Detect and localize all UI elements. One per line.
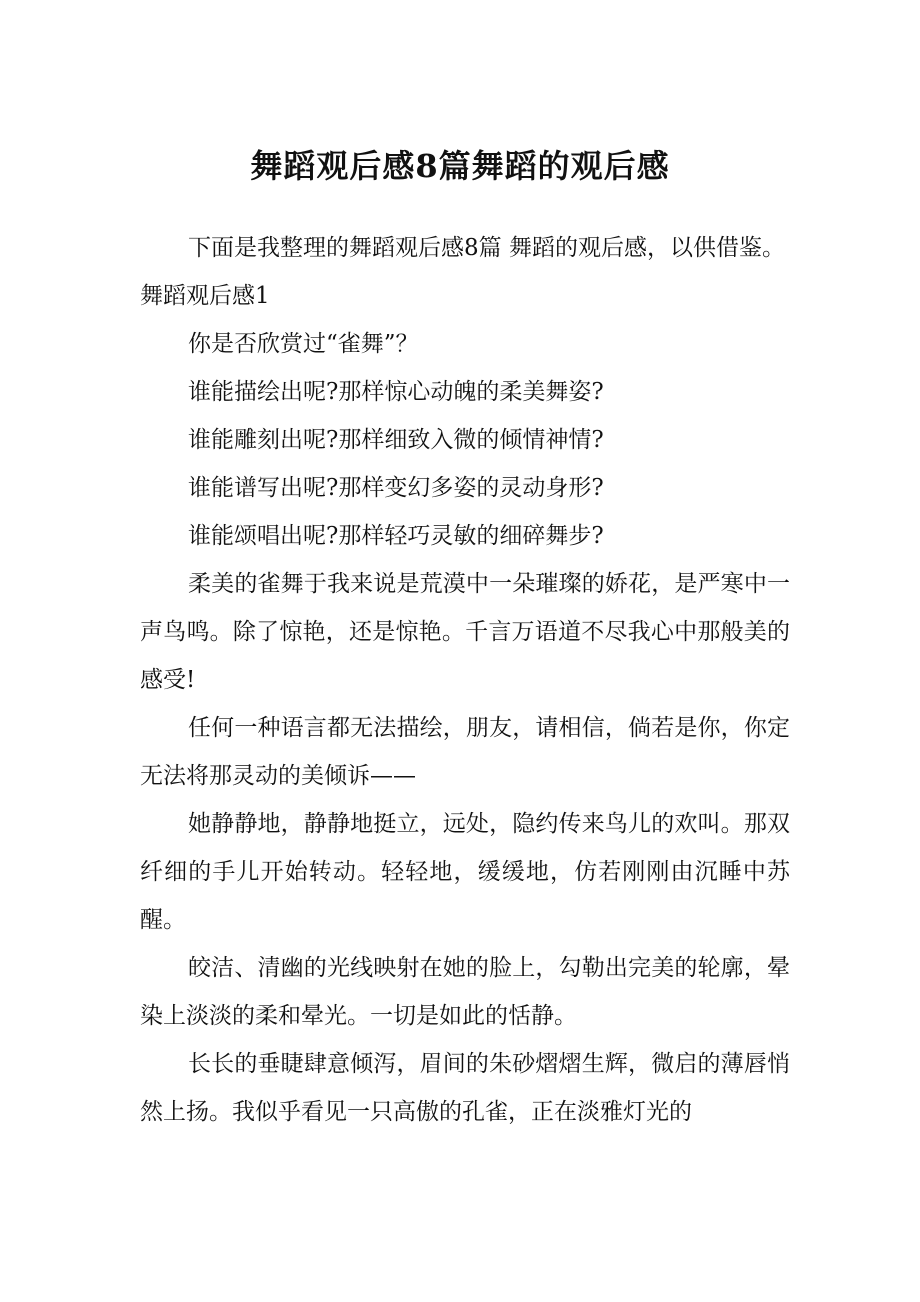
paragraph: 她静静地，静静地挺立，远处，隐约传来鸟儿的欢叫。那双纤细的手儿开始转动。轻轻地，缓缓地，仿若刚刚由沉睡中苏醒。 (140, 811, 790, 933)
paragraph: 谁能颂唱出呢?那样轻巧灵敏的细碎舞步? (188, 523, 604, 549)
paragraph: 皎洁、清幽的光线映射在她的脸上，勾勒出完美的轮廓，晕染上淡淡的柔和晕光。一切是如此的恬静。 (140, 955, 790, 1029)
intro-paragraph: 下面是我整理的舞蹈观后感8篇 舞蹈的观后感，以供借鉴。 (188, 235, 785, 261)
paragraph: 柔美的雀舞于我来说是荒漠中一朵璀璨的娇花，是严寒中一声鸟鸣。除了惊艳，还是惊艳。千言万语道不尽我心中那般美的感受! (140, 571, 790, 693)
document-body (140, 224, 790, 1136)
paragraph: 谁能雕刻出呢?那样细致入微的倾情神情? (188, 427, 604, 453)
paragraph: 谁能谱写出呢?那样变幻多姿的灵动身形? (188, 475, 604, 501)
paragraph: 谁能描绘出呢?那样惊心动魄的柔美舞姿? (188, 379, 604, 405)
document-title: 舞蹈观后感8篇舞蹈的观后感 (250, 147, 670, 185)
section-heading: 舞蹈观后感1 (140, 283, 270, 309)
paragraph: 任何一种语言都无法描绘，朋友，请相信，倘若是你，你定无法将那灵动的美倾诉—— (140, 715, 790, 789)
paragraph: 你是否欣赏过“雀舞”？ (188, 331, 419, 357)
paragraph: 长长的垂睫肆意倾泻，眉间的朱砂熠熠生辉，微启的薄唇悄然上扬。我似乎看见一只高傲的孔雀，正在淡雅灯光的 (140, 1051, 790, 1125)
